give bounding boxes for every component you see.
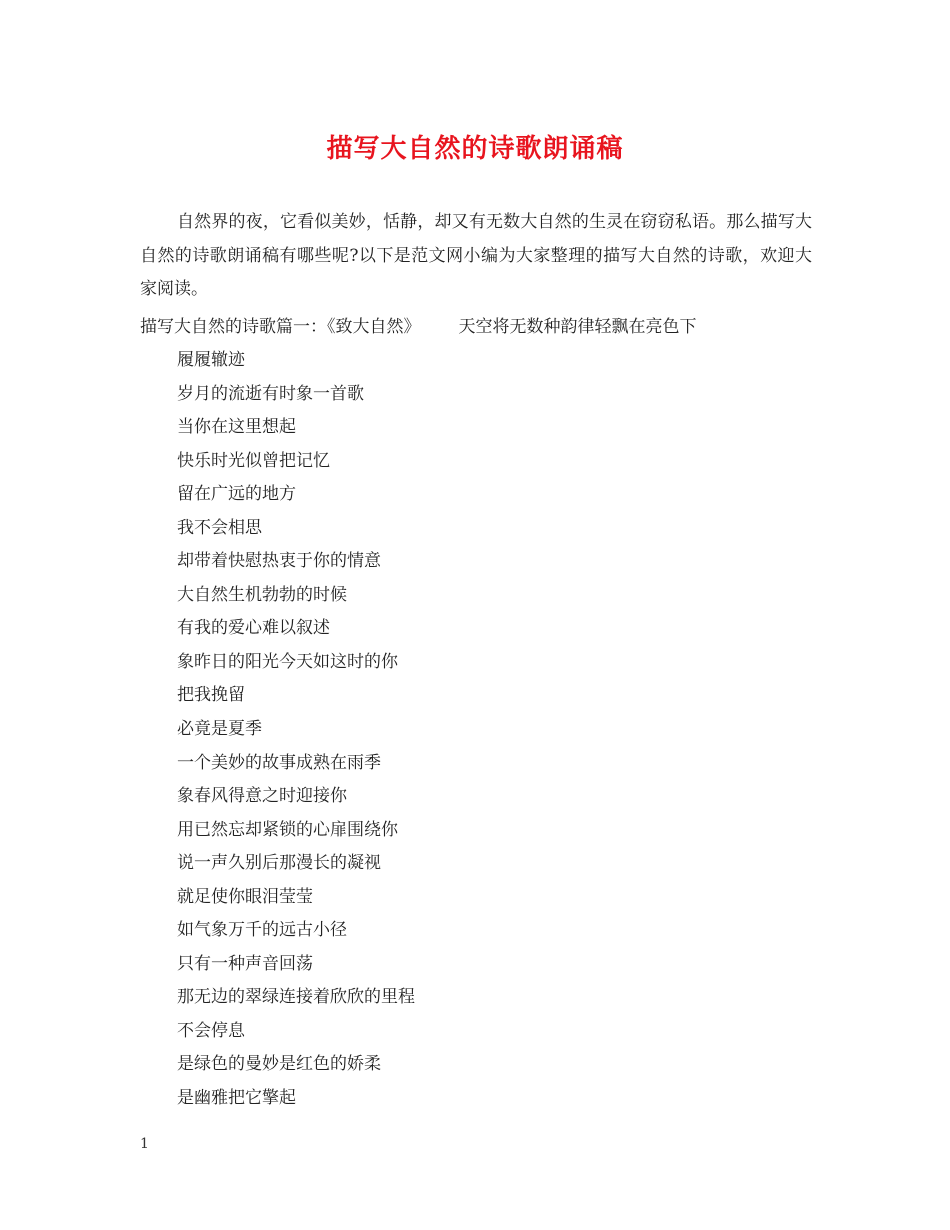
document-title: 描写大自然的诗歌朗诵稿 <box>326 134 624 164</box>
poem-heading-line <box>140 314 697 340</box>
poem-line: 我不会相思 <box>177 517 262 538</box>
poem-line: 象春风得意之时迎接你 <box>177 786 347 807</box>
poem-line: 说一声久别后那漫长的凝视 <box>177 853 381 874</box>
poem-line: 把我挽留 <box>177 685 245 706</box>
poem-line: 大自然生机勃勃的时候 <box>177 584 347 605</box>
poem-first-line: 天空将无数种韵律轻飘在亮色下 <box>458 317 697 337</box>
poem-heading: 描写大自然的诗歌篇一：《致大自然》 <box>140 317 421 337</box>
poem-line: 必竟是夏季 <box>177 719 262 740</box>
page-number: 1 <box>140 1136 149 1152</box>
poem-line: 是绿色的曼妙是红色的娇柔 <box>177 1054 381 1075</box>
poem-line: 那无边的翠绿连接着欣欣的里程 <box>177 987 415 1008</box>
poem-line: 留在广远的地方 <box>177 484 296 505</box>
poem-lines <box>177 347 415 1119</box>
poem-line: 就足使你眼泪莹莹 <box>177 886 313 907</box>
poem-line: 象昨日的阳光今天如这时的你 <box>177 651 398 672</box>
poem-line: 一个美妙的故事成熟在雨季 <box>177 752 381 773</box>
intro-paragraph: 自然界的夜，它看似美妙，恬静，却又有无数大自然的生灵在窃窃私语。那么描写大自然的诗歌朗诵稿有哪些呢?以下是范文网小编为大家整理的描写大自然的诗歌，欢迎大家阅读。 <box>140 212 812 299</box>
poem-line: 不会停息 <box>177 1020 245 1041</box>
poem-line: 如气象万千的远古小径 <box>177 920 347 941</box>
poem-line: 是幽雅把它擎起 <box>177 1088 296 1109</box>
poem-line: 岁月的流逝有时象一首歌 <box>177 383 364 404</box>
poem-line: 用已然忘却紧锁的心扉围绕你 <box>177 819 398 840</box>
poem-line: 却带着快慰热衷于你的情意 <box>177 551 381 572</box>
poem-line: 只有一种声音回荡 <box>177 953 313 974</box>
poem-line: 快乐时光似曾把记忆 <box>177 450 330 471</box>
poem-line: 履履辙迹 <box>177 350 245 370</box>
poem-line: 有我的爱心难以叙述 <box>177 618 330 639</box>
poem-line: 当你在这里想起 <box>177 417 296 438</box>
